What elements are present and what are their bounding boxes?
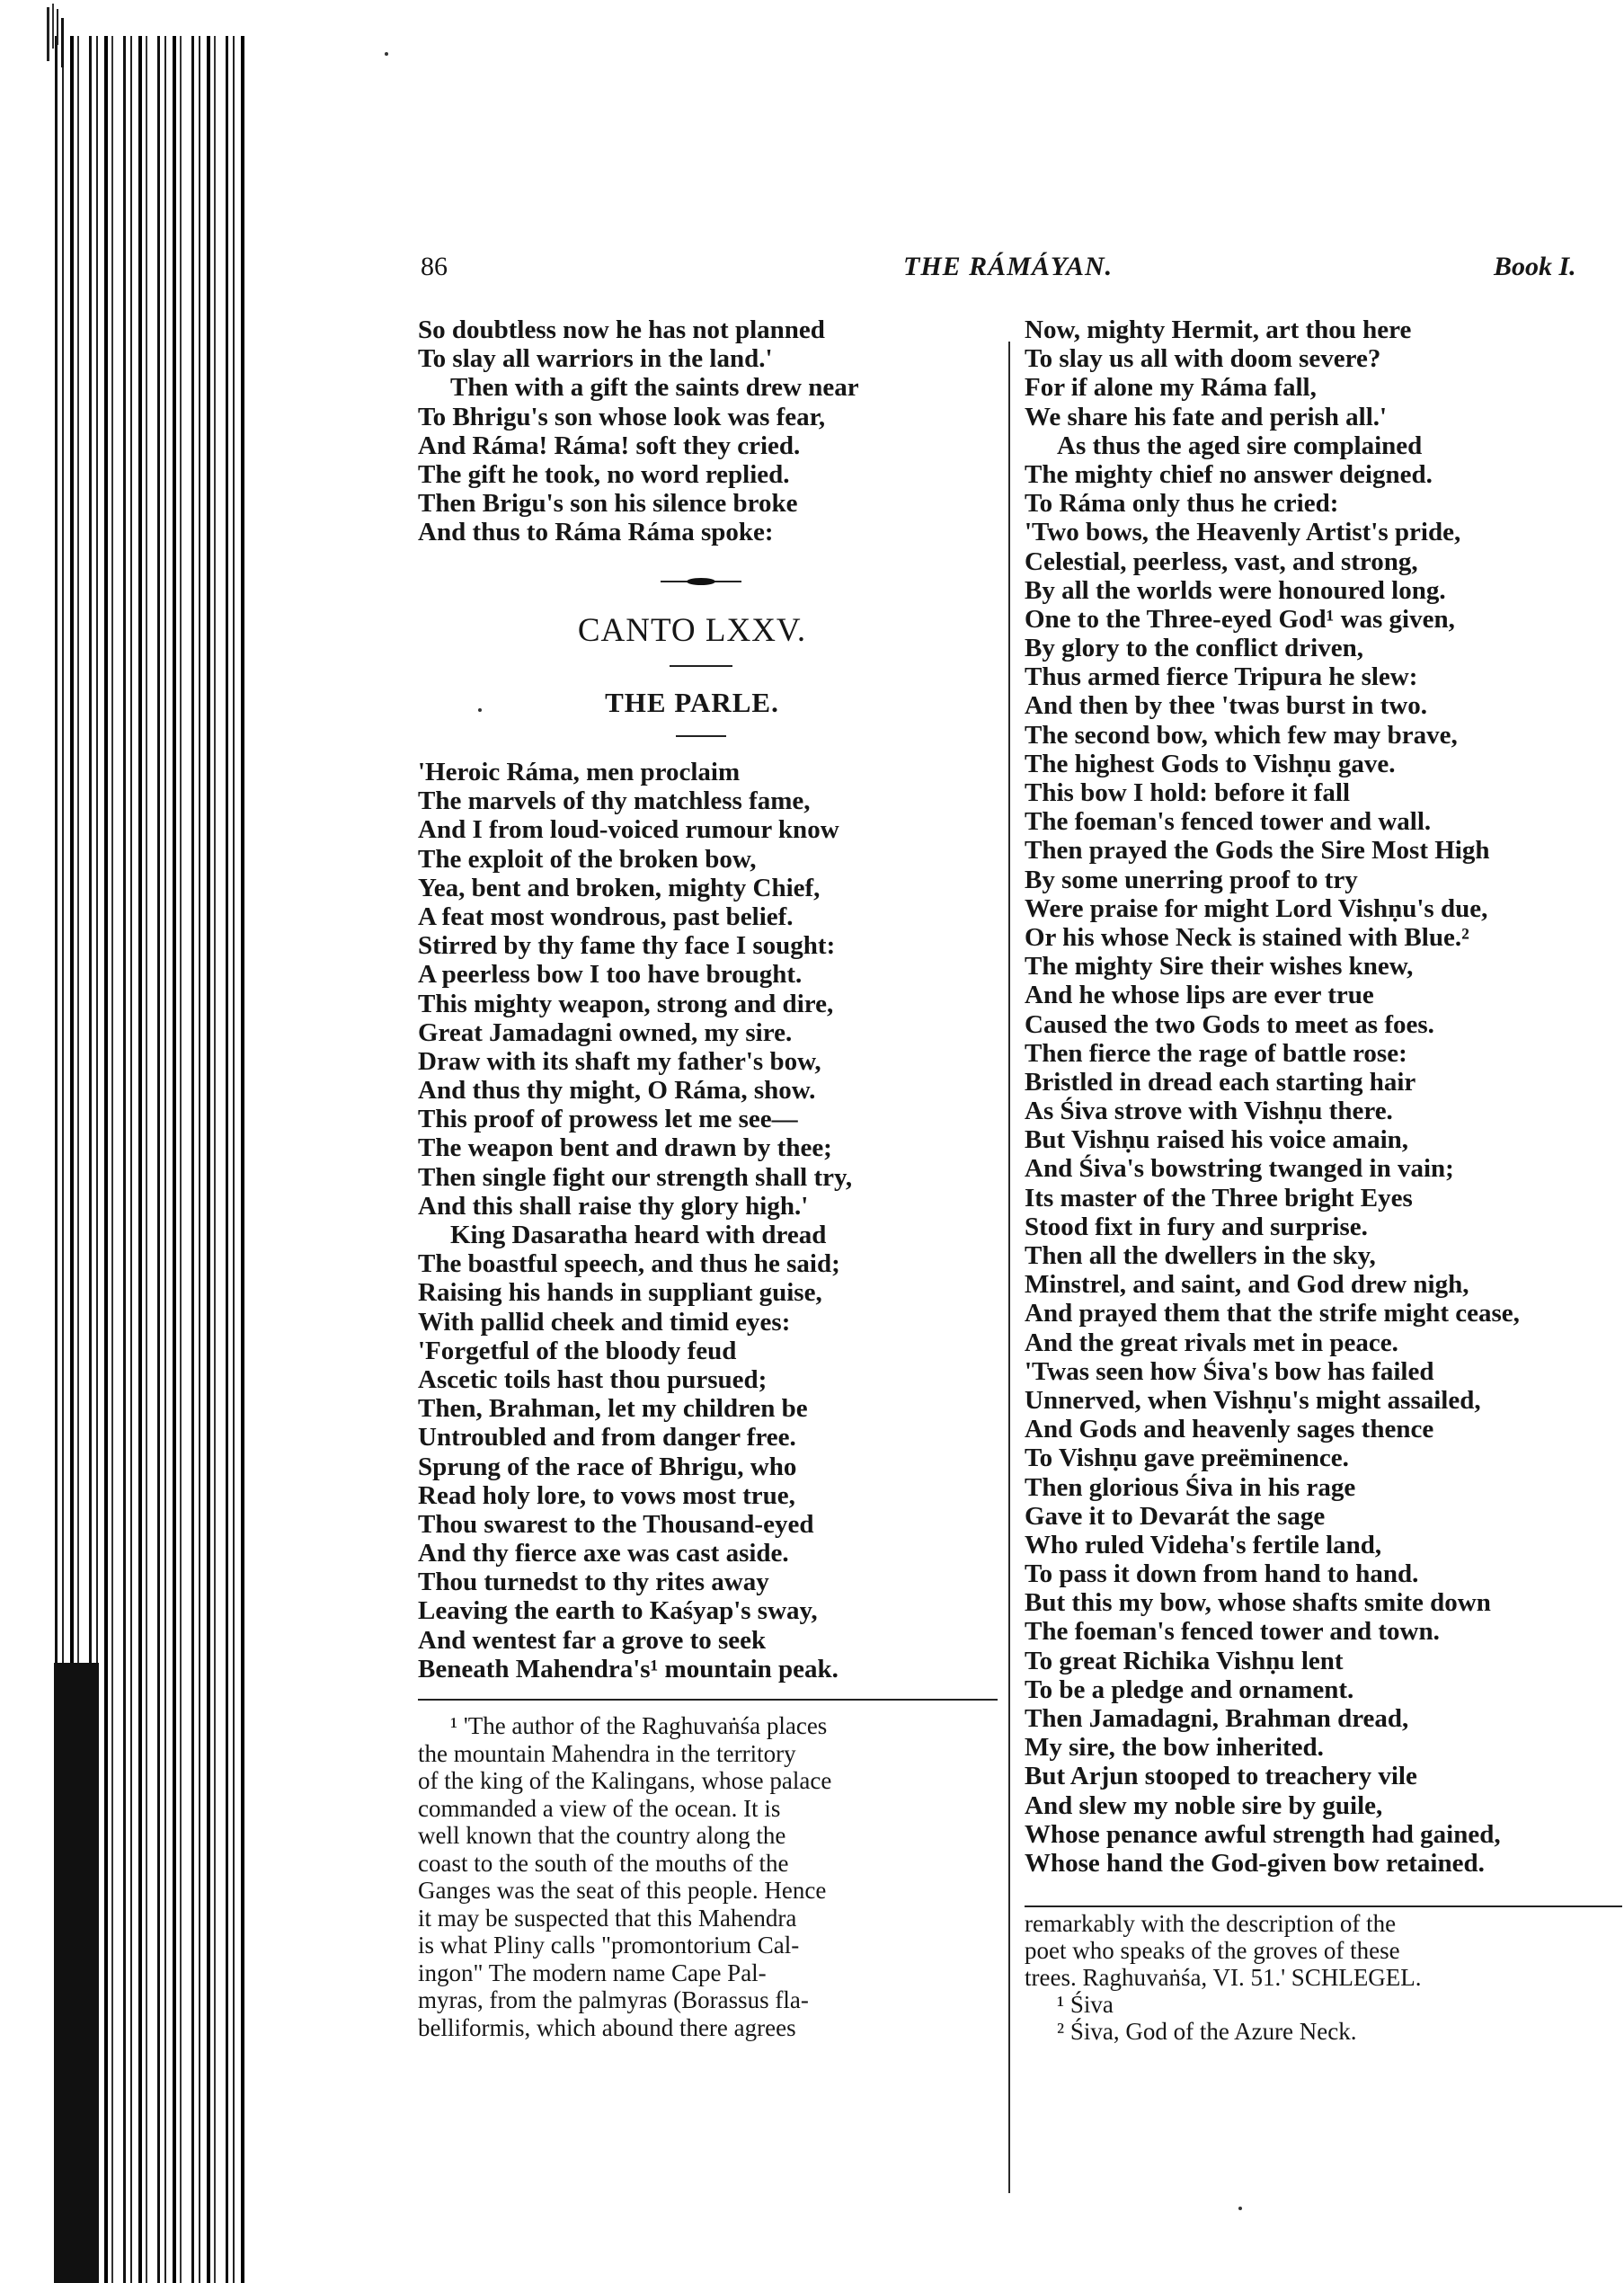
footnote-line: it may be suspected that this Mahendra: [418, 1904, 797, 1932]
verse-line: The second bow, which few may brave,: [1025, 720, 1458, 750]
canto-title: CANTO LXXV.: [577, 612, 807, 649]
verse-line: Or his whose Neck is stained with Blue.²: [1025, 922, 1469, 952]
verse-line: Then all the dwellers in the sky,: [1025, 1241, 1376, 1270]
verse-block-right: [1025, 315, 1618, 1878]
verse-line: Bristled in dread each starting hair: [1025, 1067, 1416, 1097]
verse-line: And the great rivals met in peace.: [1025, 1328, 1398, 1357]
verse-line: Beneath Mahendra's¹ mountain peak.: [418, 1654, 839, 1683]
verse-line: The foeman's fenced tower and town.: [1025, 1617, 1440, 1647]
verse-line: And slew my noble sire by guile,: [1025, 1790, 1383, 1820]
verse-line: Then prayed the Gods the Sire Most High: [1025, 836, 1490, 866]
ornament-divider: [661, 575, 741, 588]
footnote-line: well known that the country along the: [418, 1822, 786, 1849]
verse-line: To Vishṇu gave preëminence.: [1025, 1444, 1349, 1473]
verse-line: And wentest far a grove to seek: [418, 1625, 767, 1655]
footnote-line: remarkably with the description of the: [1025, 1910, 1397, 1937]
verse-line: Then Jamadagni, Brahman dread,: [1025, 1704, 1409, 1733]
verse-line: My sire, the bow inherited.: [1025, 1733, 1324, 1763]
verse-line: The mighty chief no answer deigned.: [1025, 459, 1433, 489]
verse-line: 'Two bows, the Heavenly Artist's pride,: [1025, 518, 1461, 547]
verse-line: A feat most wondrous, past belief.: [418, 902, 794, 931]
verse-line: This proof of prowess let me see—: [418, 1105, 798, 1134]
verse-block-left-main: [418, 758, 966, 1683]
scan-speck: [385, 52, 388, 56]
footnote-line: myras, from the palmyras (Borassus fla-: [418, 1986, 809, 2013]
footnote-line: coast to the south of the mouths of the: [418, 1849, 789, 1877]
verse-line: By glory to the conflict driven,: [1025, 634, 1363, 663]
verse-line: With pallid cheek and timid eyes:: [418, 1307, 791, 1337]
verse-line: And thy fierce axe was cast aside.: [418, 1539, 789, 1568]
footnote-line: the mountain Mahendra in the territory: [418, 1739, 796, 1767]
verse-line: Celestial, peerless, vast, and strong,: [1025, 546, 1418, 576]
verse-line: Sprung of the race of Bhrigu, who: [418, 1452, 797, 1481]
verse-line: We share his fate and perish all.': [1025, 402, 1388, 431]
verse-line: Untroubled and from danger free.: [418, 1423, 796, 1452]
verse-line: Who ruled Videha's fertile land,: [1025, 1530, 1382, 1559]
verse-line: So doubtless now he has not planned: [418, 315, 825, 344]
verse-line: To great Richika Vishṇu lent: [1025, 1646, 1344, 1675]
book-label: Book I.: [1494, 252, 1576, 281]
footnote-right: [1025, 1910, 1622, 2045]
footnote-line: belliformis, which abound there agrees: [418, 2013, 796, 2041]
verse-line: Gave it to Devarát the sage: [1025, 1501, 1326, 1531]
verse-line: Yea, bent and broken, mighty Chief,: [418, 873, 821, 902]
column-divider: [1008, 342, 1010, 2193]
verse-line: And this shall raise thy glory high.': [418, 1191, 809, 1221]
verse-line: To Bhrigu's son whose look was fear,: [418, 402, 826, 431]
subtitle-rule: [676, 735, 726, 737]
verse-line: And then by thee 'twas burst in two.: [1025, 691, 1427, 721]
verse-line: Its master of the Three bright Eyes: [1025, 1183, 1413, 1213]
verse-line: Then glorious Śiva in his rage: [1025, 1472, 1356, 1502]
verse-line: By all the worlds were honoured long.: [1025, 575, 1446, 605]
verse-line: Minstrel, and saint, and God drew nigh,: [1025, 1270, 1469, 1300]
verse-line: This bow I hold: before it fall: [1025, 778, 1351, 807]
verse-line: Great Jamadagni owned, my sire.: [418, 1017, 793, 1047]
scan-speck: [1238, 2207, 1242, 2210]
verse-line: And he whose lips are ever true: [1025, 981, 1374, 1010]
footnote-line: trees. Raghuvaṅśa, VI. 51.' SCHLEGEL.: [1025, 1964, 1422, 1991]
verse-line: A peerless bow I too have brought.: [418, 960, 803, 990]
verse-line: Thou swarest to the Thousand-eyed: [418, 1509, 814, 1539]
verse-line: To Ráma only thus he cried:: [1025, 489, 1339, 519]
verse-line: But this my bow, whose shafts smite down: [1025, 1588, 1491, 1618]
book-binding-shadow: [54, 1663, 99, 2283]
verse-line: Read holy lore, to vows most true,: [418, 1480, 795, 1510]
scan-edge-mark: [45, 0, 81, 72]
footnote-left: [418, 1712, 998, 2041]
footnote-line: ¹ Śiva: [1057, 1991, 1114, 2018]
verse-line: Caused the two Gods to meet as foes.: [1025, 1009, 1434, 1039]
verse-line: Leaving the earth to Kaśyap's sway,: [418, 1596, 818, 1626]
verse-line: Were praise for might Lord Vishṇu's due,: [1025, 893, 1488, 923]
verse-line: To slay all warriors in the land.': [418, 344, 773, 374]
verse-line: The boastful speech, and thus he said;: [418, 1249, 840, 1279]
verse-line: Draw with its shaft my father's bow,: [418, 1046, 821, 1076]
running-title: THE RÁMÁYAN.: [903, 252, 1114, 281]
verse-line: Then single fight our strength shall try,: [418, 1162, 853, 1192]
verse-line: And thus to Ráma Ráma spoke:: [418, 518, 774, 547]
verse-line: Thus armed fierce Tripura he slew:: [1025, 662, 1418, 692]
footnote-rule: [1025, 1905, 1622, 1907]
footnote-line: ² Śiva, God of the Azure Neck.: [1057, 2018, 1357, 2045]
verse-line: To slay us all with doom severe?: [1025, 344, 1381, 374]
verse-line: And thus thy might, O Ráma, show.: [418, 1076, 816, 1106]
verse-line: This mighty weapon, strong and dire,: [418, 989, 834, 1018]
footnote-line: is what Pliny calls "promontorium Cal-: [418, 1932, 800, 1959]
footnote-line: poet who speaks of the groves of these: [1025, 1937, 1400, 1964]
verse-line: As thus the aged sire complained: [1057, 431, 1423, 460]
verse-line: The exploit of the broken bow,: [418, 844, 757, 874]
verse-line: Thou turnedst to thy rites away: [418, 1568, 769, 1597]
verse-line: Unnerved, when Vishṇu's might assailed,: [1025, 1385, 1481, 1415]
verse-block-left-top: [418, 315, 966, 547]
verse-line: The weapon bent and drawn by thee;: [418, 1133, 832, 1163]
footnote-rule: [418, 1699, 998, 1701]
verse-line: Stood fixt in fury and surprise.: [1025, 1212, 1368, 1241]
verse-line: Then fierce the rage of battle rose:: [1025, 1038, 1407, 1068]
verse-line: As Śiva strove with Vishṇu there.: [1025, 1097, 1393, 1126]
verse-line: To be a pledge and ornament.: [1025, 1674, 1354, 1704]
verse-line: One to the Three-eyed God¹ was given,: [1025, 604, 1455, 634]
verse-line: The marvels of thy matchless fame,: [418, 786, 811, 816]
verse-line: And Śiva's bowstring twanged in vain;: [1025, 1154, 1454, 1184]
verse-line: And prayed them that the strife might cease,: [1025, 1299, 1520, 1328]
footnote-line: ingon" The modern name Cape Pal-: [418, 1959, 767, 1986]
verse-line: The foeman's fenced tower and wall.: [1025, 807, 1432, 837]
verse-line: 'Heroic Ráma, men proclaim: [418, 758, 741, 786]
verse-line: And Ráma! Ráma! soft they cried.: [418, 431, 801, 460]
verse-line: The mighty Sire their wishes knew,: [1025, 952, 1414, 982]
title-rule: [670, 665, 732, 667]
verse-line: For if alone my Ráma fall,: [1025, 373, 1317, 403]
verse-line: Ascetic toils hast thou pursued;: [418, 1364, 768, 1394]
verse-line: Whose hand the God-given bow retained.: [1025, 1848, 1485, 1878]
verse-line: But Arjun stooped to treachery vile: [1025, 1762, 1417, 1791]
footnote-line: ¹ 'The author of the Raghuvaṅśa places: [450, 1712, 828, 1739]
footnote-line: of the king of the Kalingans, whose palace: [418, 1767, 832, 1794]
verse-line: Then Brigu's son his silence broke: [418, 489, 798, 519]
verse-line: Whose penance awful strength had gained,: [1025, 1819, 1501, 1849]
canto-subtitle: THE PARLE.: [605, 687, 779, 718]
verse-line: And Gods and heavenly sages thence: [1025, 1415, 1434, 1444]
footnote-line: Ganges was the seat of this people. Hence: [418, 1877, 827, 1904]
verse-line: But Vishṇu raised his voice amain,: [1025, 1125, 1409, 1155]
page-number: 86: [421, 252, 448, 281]
verse-line: 'Twas seen how Śiva's bow has failed: [1025, 1356, 1434, 1386]
verse-line: Stirred by thy fame thy face I sought:: [418, 931, 836, 961]
verse-line: Raising his hands in suppliant guise,: [418, 1278, 822, 1308]
verse-line: King Dasaratha heard with dread: [450, 1221, 827, 1249]
verse-line: To pass it down from hand to hand.: [1025, 1559, 1419, 1589]
verse-line: The highest Gods to Vishṇu gave.: [1025, 749, 1396, 778]
footnote-line: commanded a view of the ocean. It is: [418, 1794, 781, 1822]
verse-line: Then, Brahman, let my children be: [418, 1394, 808, 1424]
verse-line: And I from loud-voiced rumour know: [418, 815, 839, 845]
verse-line: 'Forgetful of the bloody feud: [418, 1336, 737, 1365]
verse-line: Then with a gift the saints drew near: [450, 373, 859, 403]
verse-line: By some unerring proof to try: [1025, 865, 1358, 894]
verse-line: The gift he took, no word replied.: [418, 459, 790, 489]
verse-line: Now, mighty Hermit, art thou here: [1025, 315, 1412, 344]
